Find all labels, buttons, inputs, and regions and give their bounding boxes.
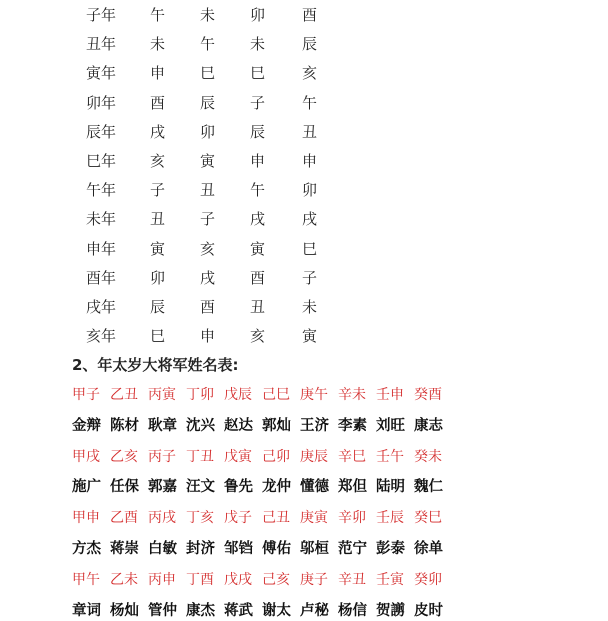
- ganzhi-cell: 庚辰: [300, 448, 328, 465]
- branch-cell: 丑: [250, 298, 266, 316]
- ganzhi-cell: 辛丑: [338, 571, 366, 588]
- ganzhi-cell: 丁酉: [186, 571, 214, 588]
- ganzhi-cell: 戊辰: [224, 387, 252, 403]
- general-name-cell: 杨信: [338, 602, 367, 619]
- branch-cell: 寅: [250, 239, 266, 258]
- general-name-cell: 康志: [414, 417, 443, 434]
- ganzhi-cell: 癸酉: [414, 387, 442, 403]
- ganzhi-cell: 丙戌: [148, 510, 176, 527]
- branch-cell: 午: [250, 181, 266, 200]
- branch-cell: 子: [200, 210, 216, 229]
- ganzhi-cell: 丙申: [148, 571, 176, 588]
- ganzhi-cell: 丙子: [148, 448, 176, 465]
- branch-cell: 戌: [150, 122, 166, 141]
- branch-cell: 酉: [250, 268, 266, 287]
- branch-cell: 卯: [150, 268, 166, 287]
- branch-cell: 辰: [200, 93, 216, 112]
- branch-cell: 子: [250, 93, 266, 112]
- ganzhi-cell: 乙亥: [110, 448, 138, 465]
- general-name-cell: 康杰: [186, 602, 215, 619]
- branch-cell: 卯: [200, 122, 216, 141]
- general-name-cell: 邬桓: [300, 541, 329, 557]
- general-name-cell: 陆明: [376, 479, 405, 496]
- ganzhi-cell: 己巳: [262, 387, 290, 403]
- general-name-cell: 封济: [186, 541, 215, 557]
- branch-cell: 卯: [250, 6, 266, 24]
- ganzhi-cell: 己亥: [262, 571, 290, 588]
- ganzhi-cell: 壬辰: [376, 510, 404, 527]
- year-label: 辰年: [86, 122, 117, 141]
- year-label: 酉年: [86, 268, 117, 287]
- branch-cell: 申: [150, 64, 166, 83]
- general-name-cell: 汪文: [186, 479, 215, 496]
- general-name-cell: 施广: [72, 479, 101, 496]
- general-name-cell: 郑但: [338, 479, 367, 496]
- branch-cell: 巳: [200, 64, 216, 83]
- ganzhi-cell: 庚寅: [300, 510, 328, 527]
- branch-cell: 丑: [200, 181, 216, 200]
- ganzhi-cell: 丁亥: [186, 510, 214, 527]
- general-name-cell: 杨灿: [110, 602, 139, 619]
- ganzhi-cell: 乙未: [110, 571, 138, 588]
- general-name-cell: 管仲: [148, 602, 177, 619]
- ganzhi-cell: 戊寅: [224, 448, 252, 465]
- ganzhi-cell: 癸巳: [414, 510, 442, 527]
- branch-cell: 辰: [150, 298, 166, 316]
- ganzhi-cell: 乙酉: [110, 510, 138, 527]
- ganzhi-cell: 辛卯: [338, 510, 366, 527]
- general-name-cell: 耿章: [148, 417, 177, 434]
- general-name-cell: 彭泰: [376, 541, 405, 557]
- general-name-cell: 任保: [110, 479, 139, 496]
- year-label: 亥年: [86, 327, 117, 346]
- general-name-cell: 范宁: [338, 541, 367, 557]
- branch-cell: 亥: [302, 64, 318, 83]
- ganzhi-cell: 乙丑: [110, 387, 138, 403]
- branch-cell: 午: [302, 93, 318, 112]
- ganzhi-cell: 己丑: [262, 510, 290, 527]
- branch-cell: 寅: [200, 152, 216, 170]
- branch-cell: 申: [302, 152, 318, 170]
- year-label: 寅年: [86, 64, 117, 83]
- branch-cell: 未: [150, 35, 166, 54]
- ganzhi-cell: 己卯: [262, 448, 290, 465]
- branch-cell: 子: [150, 181, 166, 200]
- ganzhi-cell: 甲申: [72, 510, 100, 527]
- ganzhi-cell: 丁卯: [186, 387, 214, 403]
- general-name-cell: 魏仁: [414, 479, 443, 496]
- year-label: 午年: [86, 181, 117, 200]
- year-label: 丑年: [86, 35, 117, 54]
- branch-cell: 寅: [150, 239, 166, 258]
- year-label: 申年: [86, 239, 117, 258]
- branch-cell: 亥: [150, 152, 166, 170]
- ganzhi-cell: 戊戌: [224, 571, 252, 588]
- branch-cell: 午: [150, 6, 166, 24]
- branch-cell: 亥: [200, 239, 216, 258]
- general-name-cell: 赵达: [224, 417, 253, 434]
- ganzhi-cell: 壬寅: [376, 571, 404, 588]
- branch-cell: 未: [250, 35, 266, 54]
- ganzhi-cell: 癸未: [414, 448, 442, 465]
- ganzhi-cell: 庚子: [300, 571, 328, 588]
- branch-cell: 申: [200, 327, 216, 346]
- branch-cell: 辰: [302, 35, 318, 54]
- general-name-cell: 皮时: [414, 602, 443, 619]
- year-label: 戌年: [86, 298, 117, 316]
- section-heading: 2、年太岁大将军姓名表:: [72, 356, 239, 374]
- branch-cell: 戌: [250, 210, 266, 229]
- general-name-cell: 蒋武: [224, 602, 253, 619]
- ganzhi-cell: 壬申: [376, 387, 404, 403]
- ganzhi-cell: 戊子: [224, 510, 252, 527]
- ganzhi-cell: 壬午: [376, 448, 404, 465]
- branch-cell: 巳: [150, 327, 166, 346]
- general-name-cell: 陈材: [110, 417, 139, 434]
- general-name-cell: 谢太: [262, 602, 291, 619]
- general-name-cell: 邹铛: [224, 541, 253, 557]
- general-name-cell: 郭灿: [262, 417, 291, 434]
- branch-cell: 申: [250, 152, 266, 170]
- ganzhi-cell: 丁丑: [186, 448, 214, 465]
- branch-cell: 巳: [250, 64, 266, 83]
- branch-cell: 亥: [250, 327, 266, 346]
- branch-cell: 酉: [200, 298, 216, 316]
- general-name-cell: 方杰: [72, 541, 101, 557]
- branch-cell: 丑: [302, 122, 318, 141]
- ganzhi-cell: 甲子: [72, 387, 100, 403]
- ganzhi-cell: 甲午: [72, 571, 100, 588]
- general-name-cell: 章词: [72, 602, 101, 619]
- general-name-cell: 金辩: [72, 417, 101, 434]
- general-name-cell: 贺謭: [376, 602, 405, 619]
- general-name-cell: 李素: [338, 417, 367, 434]
- general-name-cell: 刘旺: [376, 417, 405, 434]
- branch-cell: 午: [200, 35, 216, 54]
- general-name-cell: 王济: [300, 417, 329, 434]
- general-name-cell: 蒋崇: [110, 541, 139, 557]
- branch-cell: 丑: [150, 210, 166, 229]
- ganzhi-cell: 辛巳: [338, 448, 366, 465]
- branch-cell: 未: [200, 6, 216, 24]
- general-name-cell: 懂德: [300, 479, 329, 496]
- ganzhi-cell: 癸卯: [414, 571, 442, 588]
- branch-cell: 戌: [302, 210, 318, 229]
- year-label: 未年: [86, 210, 117, 229]
- year-label: 子年: [86, 6, 117, 24]
- branch-cell: 未: [302, 298, 318, 316]
- general-name-cell: 龙仲: [262, 479, 291, 496]
- general-name-cell: 鲁先: [224, 479, 253, 496]
- general-name-cell: 徐单: [414, 541, 443, 557]
- general-name-cell: 郭嘉: [148, 479, 177, 496]
- general-name-cell: 白敏: [148, 541, 177, 557]
- general-name-cell: 卢秘: [300, 602, 329, 619]
- ganzhi-cell: 甲戌: [72, 448, 100, 465]
- ganzhi-cell: 丙寅: [148, 387, 176, 403]
- general-name-cell: 傅佑: [262, 541, 291, 557]
- branch-cell: 巳: [302, 239, 318, 258]
- branch-cell: 酉: [302, 6, 318, 24]
- ganzhi-cell: 庚午: [300, 387, 328, 403]
- branch-cell: 酉: [150, 93, 166, 112]
- branch-cell: 辰: [250, 122, 266, 141]
- branch-cell: 戌: [200, 268, 216, 287]
- branch-cell: 卯: [302, 181, 318, 200]
- year-label: 巳年: [86, 152, 117, 170]
- year-label: 卯年: [86, 93, 117, 112]
- branch-cell: 子: [302, 268, 318, 287]
- branch-cell: 寅: [302, 327, 318, 346]
- general-name-cell: 沈兴: [186, 417, 215, 434]
- ganzhi-cell: 辛未: [338, 387, 366, 403]
